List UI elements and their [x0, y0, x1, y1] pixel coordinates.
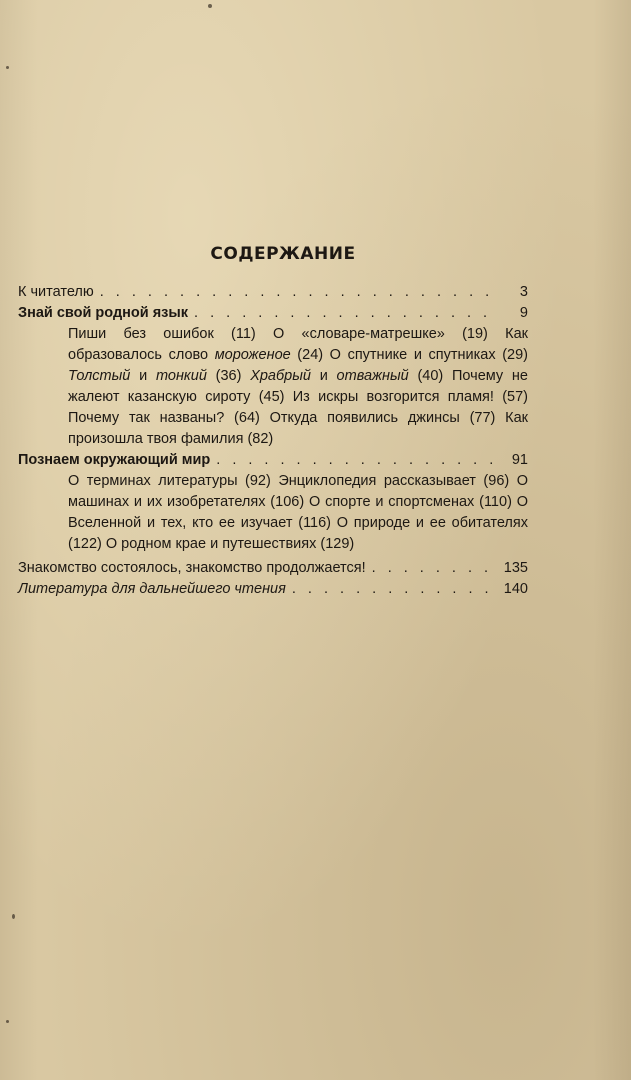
subentry-italic-term: Храбрый: [250, 368, 311, 384]
toc-entry-label: Знакомство состоялось, знакомство продолжается!: [18, 560, 366, 576]
toc-entry-reader: [18, 282, 528, 303]
dot-leader: [94, 282, 494, 303]
toc-page-number: 91: [511, 452, 528, 468]
subentry-text: (36): [206, 368, 251, 384]
toc-page-number: 140: [503, 581, 528, 597]
dot-leader: [210, 450, 494, 471]
subentry-text: Пиши без ошибок (11) О «словаре-матрешке» (19): [68, 326, 488, 342]
toc-subentries-world: О терминах литературы (92) Энциклопедия рассказывает (96) О машинах и их изобретателях (106) О спорте и спортсменах (110) О Вселенной и тех, кто ее изучает (116) О природе и ее обитателях (122) О родном крае и путешествиях (129): [68, 473, 528, 552]
toc-entry-label: К читателю: [18, 284, 94, 300]
dot-leader: [188, 303, 494, 324]
subentry-italic-term: Толстый: [68, 368, 131, 384]
toc-page-number: 3: [519, 284, 528, 300]
toc-page-number: 135: [503, 560, 528, 576]
ink-speck: [12, 914, 15, 919]
dot-leader: [286, 579, 494, 600]
ink-speck: [208, 4, 212, 8]
subentry-text: Как образовалось слово: [68, 326, 528, 363]
toc-subentries-language: [18, 324, 528, 450]
table-of-contents: [18, 282, 528, 600]
subentry-text: (24) О спутнике и спутниках (29): [290, 347, 528, 363]
toc-entry-acquaintance: [18, 558, 528, 579]
subentry-italic-term: тонкий: [155, 368, 207, 384]
dot-leader: [366, 558, 494, 579]
toc-entry-label: Литература для дальнейшего чтения: [18, 581, 286, 597]
subentry-italic-term: мороженое: [214, 347, 291, 363]
toc-section-label: Познаем окружающий мир: [18, 452, 211, 468]
page-title: СОДЕРЖАНИЕ: [210, 244, 356, 264]
toc-page-number: 9: [519, 305, 528, 321]
subentry-text: и: [130, 368, 156, 384]
subentry-italic-term: отважный: [336, 368, 409, 384]
subentry-text: и: [310, 368, 337, 384]
subentry-text: (40) Почему не жалеют казанскую сироту (45) Из искры возгорится пламя! (57) Почему так названы? (64) Откуда появились джинсы (77) Как произошла твоя фамилия (82): [68, 368, 528, 447]
toc-section-label: Знай свой родной язык: [18, 305, 189, 321]
toc-entry-language: [18, 303, 528, 324]
ink-speck: [6, 66, 9, 69]
toc-entry-world: [18, 450, 528, 471]
ink-speck: [6, 1020, 9, 1023]
toc-entry-literature: [18, 579, 528, 600]
